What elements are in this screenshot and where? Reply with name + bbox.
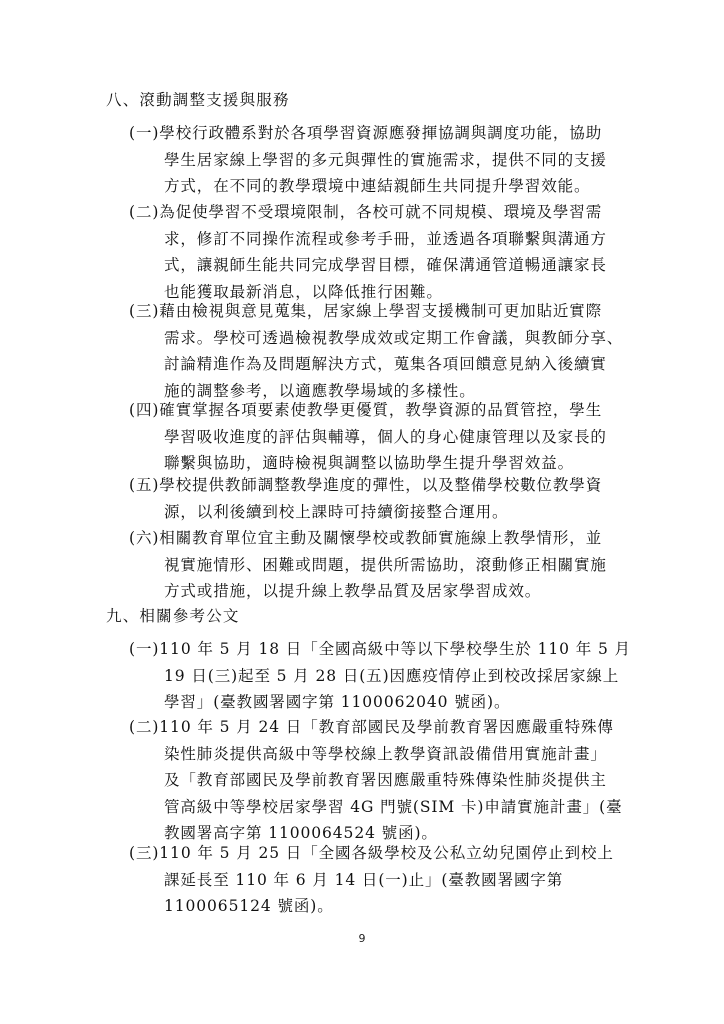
item-line: 源，以利後續到校上課時可持續銜接整合運用。 (164, 502, 509, 521)
item-line: 視實施情形、困難或問題，提供所需協助，滾動修正相關實施 (164, 555, 607, 574)
item-line: 及「教育部國民及學前教育署因應嚴重特殊傳染性肺炎提供主 (164, 771, 607, 789)
section-8-item-1 (129, 120, 639, 200)
item-line: 式，讓親師生能共同完成學習目標，確保溝通管道暢通讓家長 (164, 256, 607, 274)
item-line: 學習吸收進度的評估與輔導，個人的身心健康管理以及家長的 (164, 427, 607, 446)
item-line: 求，修訂不同操作流程或參考手冊，並透過各項聯繫與溝通方 (164, 229, 607, 248)
item-line: (一)110 年 5 月 18 日「全國高級中等以下學校學生於 110 年 5 月 (129, 640, 631, 658)
section-9-heading: 九、相關參考公文 (106, 607, 240, 625)
section-9-item-2 (129, 714, 639, 847)
item-line: (五)學校提供教師調整教學進度的彈性，以及整備學校數位教學資 (129, 476, 603, 494)
item-line: 管高級中等學校居家學習 4G 門號(SIM 卡)申請實施計畫」(臺 (164, 797, 623, 816)
item-line: (二)為促使學習不受環境限制，各校可就不同規模、環境及學習需 (129, 203, 603, 221)
item-line: 施的調整參考，以適應教學場域的多樣性。 (164, 381, 476, 400)
section-8-item-6 (129, 525, 639, 605)
item-line: 染性肺炎提供高級中等學校線上教學資訊設備借用實施計畫」 (164, 744, 607, 763)
item-line: 學生居家線上學習的多元與彈性的實施需求，提供不同的支援 (164, 150, 607, 169)
item-line: (四)確實掌握各項要素使教學更優質，教學資源的品質管控，學生 (129, 401, 603, 419)
section-8-item-2 (129, 199, 639, 305)
section-9-item-3 (129, 840, 639, 920)
item-line: 需求。學校可透過檢視教學成效或定期工作會議，與教師分享、 (164, 328, 624, 347)
item-line: 19 日(三)起至 5 月 28 日(五)因應疫情停止到校改採居家線上 (164, 666, 620, 685)
item-line: (六)相關教育單位宜主動及關懷學校或教師實施線上教學情形，並 (129, 529, 603, 547)
section-8-item-3 (129, 298, 639, 404)
section-9-item-1 (129, 636, 639, 716)
item-line: (三)藉由檢視與意見蒐集，居家線上學習支援機制可更加貼近實際 (129, 302, 603, 320)
item-line: 也能獲取最新消息，以降低推行困難。 (164, 282, 443, 301)
item-line: (一)學校行政體系對於各項學習資源應發揮協調與調度功能，協助 (129, 124, 603, 142)
page-number: 9 (358, 932, 366, 945)
item-line: 方式或措施，以提升線上教學品質及居家學習成效。 (164, 582, 542, 600)
section-8-heading: 八、滾動調整支援與服務 (106, 91, 290, 109)
item-line: (二)110 年 5 月 24 日「教育部國民及學前教育署因應嚴重特殊傳 (129, 718, 614, 736)
item-line: 討論精進作為及問題解決方式，蒐集各項回饋意見納入後續實 (164, 355, 607, 373)
item-line: 方式，在不同的教學環境中連結親師生共同提升學習效能。 (164, 177, 591, 195)
section-8-item-5 (129, 472, 639, 525)
item-line: 教國署高字第 1100064524 號函)。 (164, 824, 438, 842)
section-8-item-4 (129, 397, 639, 477)
item-line: 課延長至 110 年 6 月 14 日(一)止」(臺教國署國字第 (164, 870, 564, 889)
item-line: 1100065124 號函)。 (164, 897, 334, 915)
item-line: (三)110 年 5 月 25 日「全國各級學校及公私立幼兒園停止到校上 (129, 844, 614, 862)
item-line: 聯繫與協助，適時檢視與調整以協助學生提升學習效益。 (164, 454, 575, 472)
item-line: 學習」(臺教國署國字第 1100062040 號函)。 (164, 693, 511, 711)
